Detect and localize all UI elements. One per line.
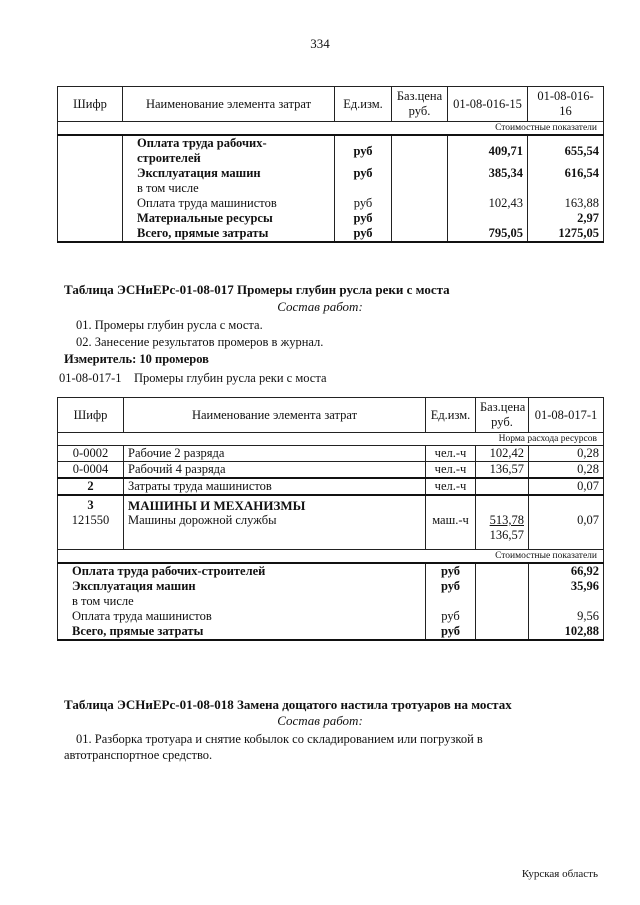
header-col-017-1: 01-08-017-1 (529, 398, 604, 433)
header-name: Наименование элемента затрат (123, 87, 335, 122)
header-unit: Ед.изм. (426, 398, 476, 433)
table-row (58, 211, 604, 226)
row-value: 616,54 (528, 166, 604, 181)
row-name: Оплата труда машинистов (58, 609, 426, 624)
resource-table-01-08-017 (57, 397, 604, 641)
row-code: 0-0004 (58, 462, 124, 479)
table-row (58, 624, 604, 640)
row-value: 795,05 (448, 226, 528, 242)
row-unit: руб (426, 579, 476, 594)
row-value: 0,07 (529, 478, 604, 495)
row-price (476, 478, 529, 495)
row-name: Оплата труда рабочих-строителей (58, 563, 426, 579)
row-unit: чел.-ч (426, 478, 476, 495)
section-subtitle-018: Состав работ: (277, 713, 363, 728)
row-code: 2 (58, 478, 124, 495)
row-value: 0,28 (529, 462, 604, 479)
row-unit: руб (335, 211, 392, 226)
code-line: 01-08-017-1 Промеры глубин русла реки с моста (59, 371, 327, 385)
table-row (58, 563, 604, 579)
table-row (58, 446, 604, 462)
table-row (58, 181, 604, 196)
row-value: 2,97 (528, 211, 604, 226)
row-value: 35,96 (529, 579, 604, 594)
row-price: 136,57 (489, 528, 524, 542)
table-row (58, 478, 604, 495)
row-name: Рабочий 4 разряда (124, 462, 426, 479)
row-value (448, 181, 528, 196)
row-price: 102,42 (476, 446, 529, 462)
table-row (58, 166, 604, 181)
row-value: 1275,05 (528, 226, 604, 242)
row-name: Оплата труда рабочих-строителей (123, 135, 335, 166)
row-price: 136,57 (476, 462, 529, 479)
row-value: 102,43 (448, 196, 528, 211)
row-price: 513,78 (489, 513, 524, 527)
header-code: Шифр (58, 398, 124, 433)
row-value: 409,71 (448, 135, 528, 166)
table-row (58, 579, 604, 594)
row-unit: руб (426, 624, 476, 640)
row-value: 66,92 (529, 563, 604, 579)
row-value (528, 181, 604, 196)
table-caption: Стоимостные показатели (58, 122, 604, 136)
row-unit: руб (335, 196, 392, 211)
row-name: Всего, прямые затраты (58, 624, 426, 640)
row-name: Материальные ресурсы (123, 211, 335, 226)
header-col-016-15: 01-08-016-15 (448, 87, 528, 122)
row-value: 163,88 (528, 196, 604, 211)
table-row (58, 196, 604, 211)
row-name: в том числе (58, 594, 426, 609)
row-name: Рабочие 2 разряда (124, 446, 426, 462)
row-name: Всего, прямые затраты (123, 226, 335, 242)
row-unit: руб (335, 226, 392, 242)
cost-caption: Стоимостные показатели (58, 550, 604, 564)
work-step-1: 01. Разборка тротуара и снятие кобылок со складированием или погрузкой в (76, 732, 483, 746)
section-title-017: Таблица ЭСНиЕРс-01-08-017 Промеры глубин русла реки с моста (64, 282, 450, 297)
row-code: 3 (87, 498, 94, 512)
row-unit: руб (335, 135, 392, 166)
header-code: Шифр (58, 87, 123, 122)
norm-caption: Норма расхода ресурсов (58, 433, 604, 446)
section-title-018: Таблица ЭСНиЕРс-01-08-018 Замена дощатого настила тротуаров на мостах (64, 697, 512, 712)
row-value: 385,34 (448, 166, 528, 181)
row-unit: руб (335, 166, 392, 181)
footer-region: Курская область (521, 868, 598, 880)
table-row (58, 462, 604, 479)
row-value: 655,54 (528, 135, 604, 166)
table-row (58, 609, 604, 624)
row-value: 102,88 (529, 624, 604, 640)
row-name: Затраты труда машинистов (124, 478, 426, 495)
table-row (58, 135, 604, 166)
page-number: 334 (310, 36, 330, 51)
table-row (58, 226, 604, 242)
row-code: 121550 (71, 513, 110, 527)
header-base-price: Баз.цена руб. (476, 398, 529, 433)
row-unit: руб (426, 563, 476, 579)
row-name: в том числе (123, 181, 335, 196)
row-unit: чел.-ч (426, 462, 476, 479)
row-unit: чел.-ч (426, 446, 476, 462)
row-name: Эксплуатация машин (58, 579, 426, 594)
row-value: 0,28 (529, 446, 604, 462)
cost-table-01-08-016 (57, 86, 604, 243)
row-unit: маш.-ч (426, 495, 476, 550)
row-name: МАШИНЫ И МЕХАНИЗМЫ (128, 498, 306, 513)
work-step-2: 02. Занесение результатов промеров в журнал. (76, 335, 324, 349)
row-value (448, 211, 528, 226)
row-name: Эксплуатация машин (123, 166, 335, 181)
row-value: 9,56 (529, 609, 604, 624)
header-base-price: Баз.цена руб. (392, 87, 448, 122)
table-row (58, 594, 604, 609)
row-value (529, 594, 604, 609)
row-unit (335, 181, 392, 196)
row-name: Машины дорожной службы (128, 513, 277, 527)
header-unit: Ед.изм. (335, 87, 392, 122)
work-step-1: 01. Промеры глубин русла с моста. (76, 318, 263, 332)
table-row (58, 495, 604, 550)
work-step-1-continued: автотранспортное средство. (64, 748, 213, 762)
header-name: Наименование элемента затрат (124, 398, 426, 433)
meter-line: Измеритель: 10 промеров (64, 352, 209, 366)
row-unit: руб (426, 609, 476, 624)
row-code: 0-0002 (58, 446, 124, 462)
header-col-016-16: 01-08-016-16 (528, 87, 604, 122)
row-value: 0,07 (529, 495, 604, 550)
section-subtitle-017: Состав работ: (277, 299, 363, 314)
row-unit (426, 594, 476, 609)
row-name: Оплата труда машинистов (123, 196, 335, 211)
